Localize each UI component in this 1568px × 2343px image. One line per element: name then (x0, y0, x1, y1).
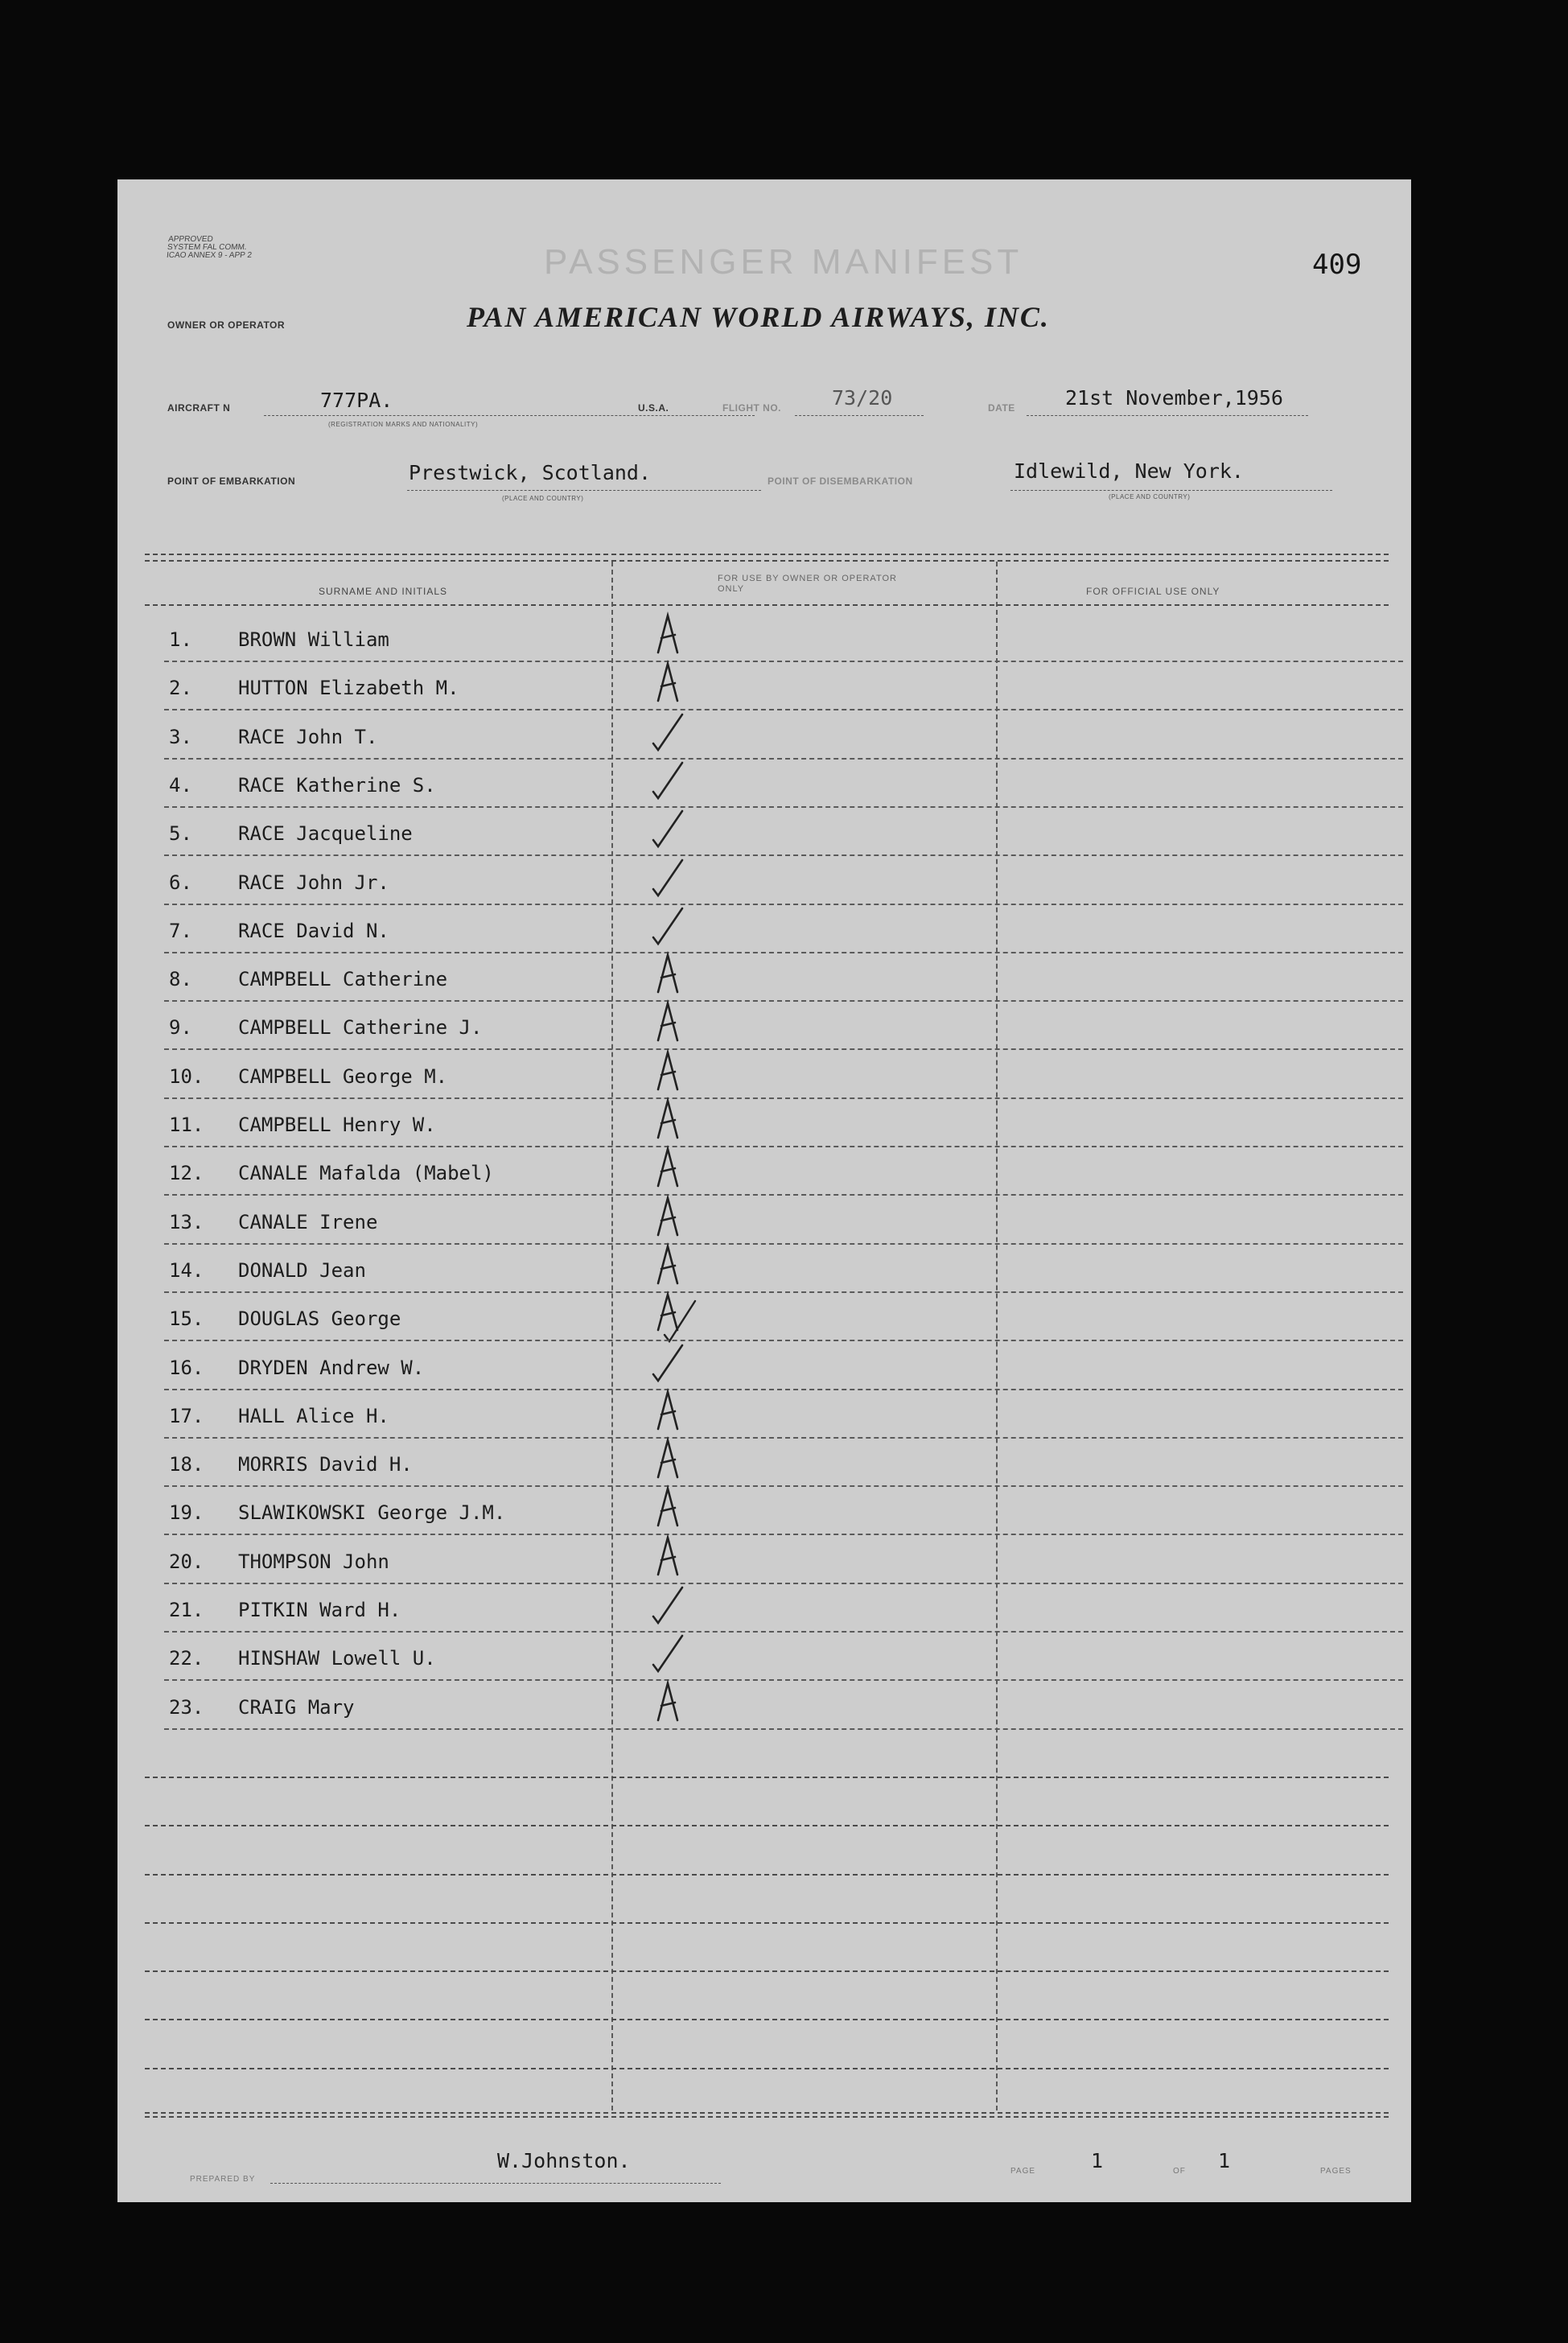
passenger-number: 11. (169, 1114, 204, 1136)
passenger-number: 17. (169, 1404, 204, 1427)
prepared-by-value: W.Johnston. (497, 2149, 631, 2172)
passenger-number: 23. (169, 1695, 204, 1719)
page-total: 1 (1218, 2149, 1231, 2172)
passenger-row (164, 760, 1403, 808)
passenger-number: 22. (169, 1647, 204, 1670)
aircraft-value: 777PA. (320, 389, 393, 412)
passenger-number: 12. (169, 1162, 204, 1185)
blank-row-rule (145, 2116, 1389, 2118)
passenger-number: 14. (169, 1258, 204, 1282)
passenger-name: DONALD Jean (238, 1258, 366, 1282)
passenger-row (164, 1439, 1403, 1487)
handwritten-a-mark-icon (653, 1048, 685, 1098)
handwritten-check-icon (650, 854, 689, 904)
blank-row-rule (145, 1777, 1389, 1778)
manifest-sheet (117, 179, 1411, 2202)
passenger-number: 6. (169, 871, 192, 894)
handwritten-a-mark-icon (653, 999, 685, 1049)
passenger-row (164, 1245, 1403, 1293)
passenger-number: 18. (169, 1453, 204, 1476)
blank-row-rule (145, 1970, 1389, 1972)
passenger-name: RACE David N. (238, 919, 389, 942)
passenger-name: THOMPSON John (238, 1550, 389, 1573)
pages-label: PAGES (1320, 2167, 1352, 2176)
passenger-row (164, 711, 1403, 760)
handwritten-a-mark-icon (653, 1435, 685, 1486)
of-label: OF (1173, 2167, 1186, 2176)
passenger-row (164, 1051, 1403, 1099)
row-rule (164, 1728, 1403, 1730)
handwritten-a-mark-icon (653, 1144, 685, 1195)
page-label: PAGE (1010, 2167, 1036, 2176)
passenger-name: RACE Katherine S. (238, 773, 436, 797)
passenger-number: 13. (169, 1210, 204, 1233)
passenger-name: RACE John Jr. (238, 871, 389, 894)
handwritten-check-icon (650, 1581, 689, 1632)
embarkation-label: POINT OF EMBARKATION (167, 476, 296, 487)
owner-label: OWNER OR OPERATOR (167, 319, 286, 331)
handwritten-check-icon (650, 902, 689, 953)
passenger-name: CRAIG Mary (238, 1695, 355, 1719)
handwritten-a-mark-icon (653, 1387, 685, 1438)
embarkation-note: (PLACE AND COUNTRY) (502, 495, 584, 502)
handwritten-check-icon (650, 1339, 689, 1390)
passenger-name: CANALE Irene (238, 1210, 378, 1233)
passenger-number: 21. (169, 1599, 204, 1621)
passenger-number: 15. (169, 1307, 204, 1331)
handwritten-a-mark-icon (653, 1193, 685, 1244)
passenger-name: RACE John T. (238, 725, 378, 748)
passenger-row (164, 1147, 1403, 1196)
passenger-number: 19. (169, 1501, 204, 1525)
passenger-row (164, 1536, 1403, 1584)
prepared-by-label: PREPARED BY (190, 2175, 256, 2184)
passenger-row (164, 662, 1403, 710)
passenger-row (164, 1682, 1403, 1730)
passenger-name: HALL Alice H. (238, 1404, 389, 1427)
passenger-name: CAMPBELL Catherine J. (238, 1016, 483, 1040)
handwritten-check-icon (650, 756, 689, 807)
date-label: DATE (988, 402, 1015, 414)
country-label: U.S.A. (638, 402, 669, 414)
handwritten-a-mark-icon (653, 1242, 685, 1292)
passenger-row (164, 1196, 1403, 1245)
passenger-number: 16. (169, 1356, 204, 1379)
passenger-row (164, 1390, 1403, 1439)
passenger-row (164, 808, 1403, 856)
passenger-row (164, 953, 1403, 1002)
flight-value: 73/20 (832, 386, 893, 410)
embarkation-value: Prestwick, Scotland. (409, 461, 652, 484)
passenger-number: 8. (169, 968, 192, 991)
passenger-number: 7. (169, 919, 192, 942)
passenger-name: PITKIN Ward H. (238, 1599, 401, 1621)
column-official-header: FOR OFFICIAL USE ONLY (1086, 586, 1220, 597)
passenger-number: 5. (169, 822, 192, 846)
flight-label: FLIGHT NO. (722, 402, 781, 414)
company-name: PAN AMERICAN WORLD AIRWAYS, INC. (467, 301, 1050, 333)
form-title: PASSENGER MANIFEST (544, 242, 1023, 282)
passenger-name: CANALE Mafalda (Mabel) (238, 1162, 494, 1185)
approval-stamp: APPROVED SYSTEM FAL COMM. ICAO ANNEX 9 - APP 2 (166, 235, 253, 260)
passenger-row (164, 1633, 1403, 1681)
passenger-name: HINSHAW Lowell U. (238, 1647, 436, 1670)
handwritten-check-icon (650, 1629, 689, 1680)
passenger-name: BROWN William (238, 628, 389, 651)
column-names-header: SURNAME AND INITIALS (319, 586, 448, 597)
passenger-name: HUTTON Elizabeth M. (238, 677, 459, 700)
passenger-number: 4. (169, 773, 192, 797)
date-value: 21st November,1956 (1065, 386, 1283, 410)
handwritten-a-mark-icon (653, 950, 685, 1001)
handwritten-a-mark-icon (653, 1096, 685, 1147)
passenger-name: MORRIS David H. (238, 1453, 413, 1476)
passenger-number: 10. (169, 1064, 204, 1088)
blank-row-rule (145, 2068, 1389, 2069)
blank-row-rule (145, 1922, 1389, 1924)
registration-note: (REGISTRATION MARKS AND NATIONALITY) (328, 421, 479, 428)
disembarkation-label: POINT OF DISEMBARKATION (768, 476, 913, 487)
passenger-name: RACE Jacqueline (238, 822, 413, 846)
passenger-row (164, 1487, 1403, 1535)
passenger-row (164, 614, 1403, 662)
passenger-name: SLAWIKOWSKI George J.M. (238, 1501, 506, 1525)
passenger-name: CAMPBELL Catherine (238, 968, 448, 991)
page-current: 1 (1091, 2149, 1104, 2172)
passenger-row (164, 1293, 1403, 1341)
disembarkation-note: (PLACE AND COUNTRY) (1109, 493, 1191, 500)
passenger-number: 1. (169, 628, 192, 651)
handwritten-check-icon (650, 708, 689, 759)
handwritten-check-icon (650, 805, 689, 855)
passenger-number: 20. (169, 1550, 204, 1573)
passenger-name: CAMPBELL Henry W. (238, 1114, 436, 1136)
aircraft-label: AIRCRAFT N (167, 402, 231, 414)
blank-row-rule (145, 2019, 1389, 2020)
passenger-row (164, 905, 1403, 953)
passenger-row (164, 1584, 1403, 1633)
passenger-row (164, 1099, 1403, 1147)
passenger-number: 2. (169, 677, 192, 700)
passenger-row (164, 1342, 1403, 1390)
passenger-number: 3. (169, 725, 192, 748)
column-operator-header: FOR USE BY OWNER OR OPERATOR ONLY (718, 574, 897, 594)
blank-row-rule (145, 1874, 1389, 1876)
handwritten-a-mark-icon (653, 659, 685, 710)
passenger-row (164, 857, 1403, 905)
passenger-name: DOUGLAS George (238, 1307, 401, 1331)
handwritten-a-mark-icon (653, 1678, 685, 1729)
handwritten-a-mark-icon (653, 1533, 685, 1583)
disembarkation-value: Idlewild, New York. (1014, 459, 1244, 483)
handwritten-a-mark-icon (653, 611, 685, 661)
passenger-row (164, 1002, 1403, 1050)
passenger-name: CAMPBELL George M. (238, 1064, 448, 1088)
handwritten-a-mark-icon (653, 1484, 685, 1534)
blank-row-rule (145, 1825, 1389, 1826)
passenger-number: 9. (169, 1016, 192, 1040)
passenger-name: DRYDEN Andrew W. (238, 1356, 425, 1379)
page-number: 409 (1312, 249, 1362, 281)
